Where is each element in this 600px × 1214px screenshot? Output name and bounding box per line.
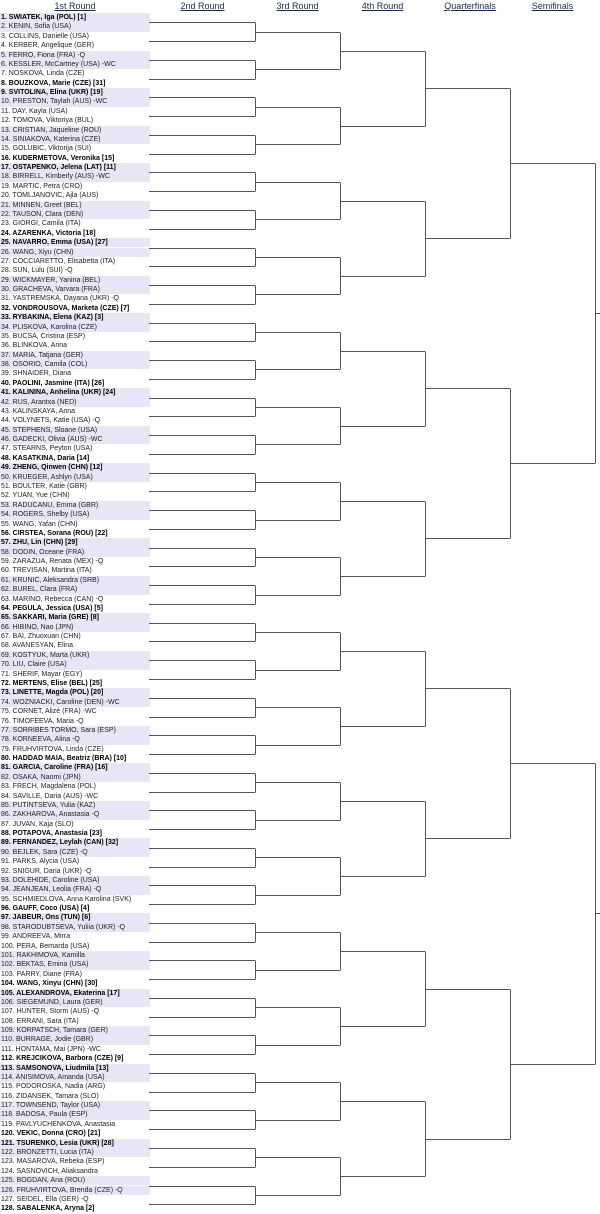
player-entry[interactable]: 88. POTAPOVA, Anastasia [23]: [1, 830, 103, 838]
player-entry[interactable]: 58. DODIN, Oceane (FRA): [0, 548, 150, 557]
player-entry[interactable]: 44. VOLYNETS, Katie (USA) -Q: [1, 417, 101, 425]
player-entry[interactable]: 28. SUN, Lulu (SUI) -Q: [1, 267, 73, 275]
player-entry[interactable]: 32. VONDROUSOVA, Marketa (CZE) [7]: [1, 304, 130, 312]
player-entry[interactable]: 86. ZAKHAROVA, Anastasia -Q: [0, 810, 150, 819]
player-entry[interactable]: 105. ALEXANDROVA, Ekaterina [17]: [0, 989, 150, 998]
player-entry[interactable]: 53. RADUCANU, Emma (GBR): [0, 501, 150, 510]
player-entry[interactable]: 6. KESSLER, McCartney (USA) -WC: [0, 60, 150, 69]
player-entry[interactable]: 11. DAY, Kayla (USA): [1, 107, 68, 115]
player-entry[interactable]: 16. KUDERMETOVA, Veronika [15]: [1, 154, 115, 162]
player-entry[interactable]: 120. VEKIC, Donna (CRO) [21]: [1, 1130, 101, 1138]
player-entry[interactable]: 18. BIRRELL, Kimberly (AUS) -WC: [0, 172, 150, 181]
player-entry[interactable]: 67. BAI, Zhuoxuan (CHN): [1, 633, 81, 641]
player-entry[interactable]: 4. KERBER, Angelique (GER): [1, 42, 94, 50]
player-entry[interactable]: 27. COCCIARETTO, Elisabetta (ITA): [1, 257, 116, 265]
player-entry[interactable]: 104. WANG, Xinyu (CHN) [30]: [1, 980, 98, 988]
player-entry[interactable]: 54. ROGERS, Shelby (USA): [0, 510, 150, 519]
player-entry[interactable]: 20. TOMLJANOVIC, Ajla (AUS): [1, 192, 99, 200]
player-entry[interactable]: 91. PARKS, Alycia (USA): [1, 858, 80, 866]
player-entry[interactable]: 92. SNIGUR, Daria (UKR) -Q: [1, 867, 92, 875]
player-entry[interactable]: 40. PAOLINI, Jasmine (ITA) [26]: [1, 379, 105, 387]
player-entry[interactable]: 95. SCHMIEDLOVA, Anna Karolina (SVK): [1, 895, 132, 903]
player-entry[interactable]: 122. BRONZETTI, Lucia (ITA): [0, 1148, 150, 1157]
player-entry[interactable]: 24. AZARENKA, Victoria [18]: [1, 229, 96, 237]
player-entry[interactable]: 51. BOULTER, Katie (GBR): [1, 483, 87, 490]
player-entry[interactable]: 19. MARTIC, Petra (CRO): [1, 182, 83, 190]
player-entry[interactable]: 75. CORNET, Alizé (FRA) -WC: [1, 708, 97, 716]
player-entry[interactable]: 47. STEARNS, Peyton (USA): [1, 445, 93, 453]
player-entry[interactable]: 121. TSURENKO, Lesia (UKR) [28]: [0, 1139, 150, 1148]
player-entry[interactable]: 83. FRECH, Magdalena (POL): [1, 783, 96, 791]
player-entry[interactable]: 43. KALINSKAYA, Anna: [1, 407, 76, 415]
round-header-2: 2nd Round: [180, 1, 225, 11]
player-entry[interactable]: 111. HONTAMA, Mai (JPN) -WC: [1, 1045, 101, 1053]
player-entry[interactable]: 62. BUREL, Clara (FRA): [0, 585, 150, 594]
player-entry[interactable]: 25. NAVARRO, Emma (USA) [27]: [0, 238, 150, 247]
player-entry[interactable]: 17. OSTAPENKO, Jelena (LAT) [11]: [0, 163, 150, 172]
player-entry[interactable]: 101. RAKHIMOVA, Kamilla: [0, 951, 150, 960]
player-entry[interactable]: 26. WANG, Xiyu (CHN): [0, 248, 150, 257]
player-entry[interactable]: 90. BEJLEK, Sara (CZE) -Q: [0, 848, 150, 857]
player-entry[interactable]: 97. JABEUR, Ons (TUN) [6]: [0, 913, 150, 922]
player-entry[interactable]: 31. YASTREMSKA, Dayana (UKR) -Q: [1, 295, 119, 303]
player-entry[interactable]: 39. SHNAIDER, Diana: [1, 370, 72, 378]
player-entry[interactable]: 21. MINNEN, Greet (BEL): [0, 201, 150, 210]
player-entry[interactable]: 78. KORNEEVA, Alina -Q: [0, 735, 150, 744]
player-entry[interactable]: 82. OSAKA, Naomi (JPN): [0, 773, 150, 782]
round-header-4: 4th Round: [361, 1, 404, 11]
player-entry[interactable]: 9. SVITOLINA, Elina (UKR) [19]: [0, 88, 150, 97]
player-entry[interactable]: 125. BOGDAN, Ana (ROU): [0, 1176, 150, 1185]
player-entry[interactable]: 15. GOLUBIC, Viktorija (SUI): [1, 145, 92, 153]
player-entry[interactable]: 107. HUNTER, Storm (AUS) -Q: [1, 1008, 100, 1016]
player-entry[interactable]: 72. MERTENS, Elise (BEL) [25]: [1, 679, 103, 687]
player-entry[interactable]: 52. YUAN, Yue (CHN): [1, 492, 70, 500]
player-entry[interactable]: 87. JUVAN, Kaja (SLO): [1, 820, 74, 828]
player-entry[interactable]: 113. SAMSONOVA, Liudmila [13]: [0, 1064, 150, 1073]
player-entry[interactable]: 112. KREJCIKOVA, Barbora (CZE) [9]: [1, 1055, 124, 1063]
player-entry[interactable]: 98. STARODUBTSEVA, Yuliia (UKR) -Q: [0, 923, 150, 932]
player-entry[interactable]: 12. TOMOVA, Viktoriya (BUL): [1, 117, 94, 125]
player-entry[interactable]: 123. MASAROVA, Rebeka (ESP): [1, 1158, 105, 1166]
player-entry[interactable]: 114. ANISIMOVA, Amanda (USA): [0, 1073, 150, 1082]
player-entry[interactable]: 119. PAVLYUCHENKOVA, Anastasia: [1, 1120, 116, 1128]
player-entry[interactable]: 126. FRUHVIRTOVA, Brenda (CZE) -Q: [0, 1186, 150, 1195]
player-entry[interactable]: 118. BADOSA, Paula (ESP): [0, 1110, 150, 1119]
player-entry[interactable]: 103. PARRY, Diane (FRA): [1, 970, 82, 978]
player-entry[interactable]: 93. DOLEHIDE, Caroline (USA): [0, 876, 150, 885]
player-entry[interactable]: 128. SABALENKA, Aryna [2]: [1, 1205, 95, 1213]
player-entry[interactable]: 42. RUS, Arantxa (NED): [0, 398, 150, 407]
player-entry[interactable]: 61. KRUNIC, Aleksandra (SRB): [0, 576, 150, 585]
player-entry[interactable]: 10. PRESTON, Taylah (AUS) -WC: [0, 97, 150, 106]
player-entry[interactable]: 74. WOZNIACKI, Caroline (DEN) -WC: [0, 698, 150, 707]
player-entry[interactable]: 77. SORRIBES TORMO, Sara (ESP): [0, 726, 150, 735]
player-entry[interactable]: 73. LINETTE, Magda (POL) [20]: [0, 688, 150, 697]
player-entry[interactable]: 108. ERRANI, Sara (ITA): [1, 1017, 79, 1025]
player-entry[interactable]: 94. JEANJEAN, Leolia (FRA) -Q: [0, 885, 150, 894]
player-entry[interactable]: 70. LIU, Claire (USA): [0, 660, 150, 669]
player-entry[interactable]: 46. GADECKI, Olivia (AUS) -WC: [0, 435, 150, 444]
player-entry[interactable]: 85. PUTINTSEVA, Yulia (KAZ): [0, 801, 150, 810]
player-entry[interactable]: 110. BURRAGE, Jodie (GBR): [0, 1035, 150, 1044]
player-entry[interactable]: 56. CIRSTEA, Sorana (ROU) [22]: [1, 529, 108, 537]
player-entry[interactable]: 34. PLISKOVA, Karolina (CZE): [0, 323, 150, 332]
player-entry[interactable]: 79. FRUHVIRTOVA, Linda (CZE): [1, 745, 104, 753]
player-entry[interactable]: 63. MARINO, Rebecca (CAN) -Q: [1, 595, 104, 603]
player-entry[interactable]: 99. ANDREEVA, Mirra: [1, 933, 71, 941]
player-entry[interactable]: 5. FERRO, Fiona (FRA) -Q: [0, 51, 150, 60]
player-entry[interactable]: 57. ZHU, Lin (CHN) [29]: [0, 538, 150, 547]
round-header-1: 1st Round: [54, 1, 96, 11]
player-entry[interactable]: 30. GRACHEVA, Varvara (FRA): [0, 285, 150, 294]
player-entry[interactable]: 81. GARCIA, Caroline (FRA) [16]: [0, 763, 150, 772]
player-entry[interactable]: 48. KASATKINA, Daria [14]: [1, 454, 90, 462]
player-entry[interactable]: 116. ZIDANSEK, Tamara (SLO): [1, 1092, 99, 1100]
player-entry[interactable]: 69. KOSTYUK, Marta (UKR): [0, 651, 150, 660]
player-entry[interactable]: 59. ZARAZUA, Renata (MEX) -Q: [1, 558, 104, 566]
player-entry[interactable]: 33. RYBAKINA, Elena (KAZ) [3]: [0, 313, 150, 322]
round-header-5: Quarterfinals: [444, 1, 496, 11]
player-entry[interactable]: 36. BLINKOVA, Anna: [1, 342, 68, 350]
player-entry[interactable]: 127. SEIDEL, Ella (GER) -Q: [1, 1195, 89, 1203]
player-entry[interactable]: 14. SINIAKOVA, Katerina (CZE): [0, 135, 150, 144]
player-entry[interactable]: 106. SIEGEMUND, Laura (GER): [0, 998, 150, 1007]
player-entry[interactable]: 35. BUCSA, Cristina (ESP): [1, 332, 86, 340]
round-header-6: Semifinals: [531, 1, 574, 11]
player-entry[interactable]: 50. KRUEGER, Ashlyn (USA): [0, 473, 150, 482]
player-entry[interactable]: 100. PERA, Bernarda (USA): [1, 942, 90, 950]
player-entry[interactable]: 71. SHERIF, Mayar (EGY): [1, 670, 83, 678]
round-header-3: 3rd Round: [276, 1, 319, 11]
player-entry[interactable]: 8. BOUZKOVA, Marie (CZE) [31]: [1, 79, 106, 87]
player-entry[interactable]: 55. WANG, Yafan (CHN): [1, 520, 78, 528]
player-entry[interactable]: 65. SAKKARI, Maria (GRE) [8]: [0, 613, 150, 622]
player-entry[interactable]: 29. WICKMAYER, Yanina (BEL): [0, 276, 150, 285]
player-entry[interactable]: 115. PODOROSKA, Nadia (ARG): [1, 1083, 106, 1091]
player-entry[interactable]: 68. AVANESYAN, Elina: [1, 642, 73, 650]
player-entry[interactable]: 124. SASNOVICH, Aliaksandra: [1, 1167, 98, 1175]
player-entry[interactable]: 89. FERNANDEZ, Leylah (CAN) [32]: [0, 838, 150, 847]
player-entry[interactable]: 84. SAVILLE, Daria (AUS) -WC: [1, 792, 99, 800]
player-entry[interactable]: 13. CRISTIAN, Jaqueline (ROU): [0, 126, 150, 135]
player-entry[interactable]: 41. KALININA, Anhelina (UKR) [24]: [0, 388, 150, 397]
player-entry[interactable]: 49. ZHENG, Qinwen (CHN) [12]: [0, 463, 150, 472]
player-entry[interactable]: 76. TIMOFEEVA, Maria -Q: [1, 717, 84, 725]
player-entry[interactable]: 109. KORPATSCH, Tamara (GER): [0, 1026, 150, 1035]
player-entry[interactable]: 102. BEKTAS, Emina (USA): [0, 960, 150, 969]
player-entry[interactable]: 37. MARIA, Tatjana (GER): [0, 351, 150, 360]
player-entry[interactable]: 3. COLLINS, Danielle (USA): [1, 32, 89, 40]
player-entry[interactable]: 2. KENIN, Sofia (USA): [0, 22, 150, 31]
player-entry[interactable]: 23. GIORGI, Camila (ITA): [1, 220, 81, 228]
player-entry[interactable]: 96. GAUFF, Coco (USA) [4]: [1, 905, 90, 913]
player-entry[interactable]: 22. TAUSON, Clara (DEN): [0, 210, 150, 219]
player-entry[interactable]: 80. HADDAD MAIA, Beatriz (BRA) [10]: [1, 755, 127, 763]
player-entry[interactable]: 38. OSORIO, Camila (COL): [0, 360, 150, 369]
player-entry[interactable]: 66. HIBINO, Nao (JPN): [0, 623, 150, 632]
player-entry[interactable]: 45. STEPHENS, Sloane (USA): [0, 426, 150, 435]
player-entry[interactable]: 7. NOSKOVA, Linda (CZE): [1, 70, 85, 78]
player-entry[interactable]: 1. SWIATEK, Iga (POL) [1]: [0, 13, 150, 22]
player-entry[interactable]: 117. TOWNSEND, Taylor (USA): [0, 1101, 150, 1110]
player-entry[interactable]: 64. PEGULA, Jessica (USA) [5]: [1, 604, 103, 612]
player-entry[interactable]: 60. TREVISAN, Martina (ITA): [1, 567, 92, 575]
